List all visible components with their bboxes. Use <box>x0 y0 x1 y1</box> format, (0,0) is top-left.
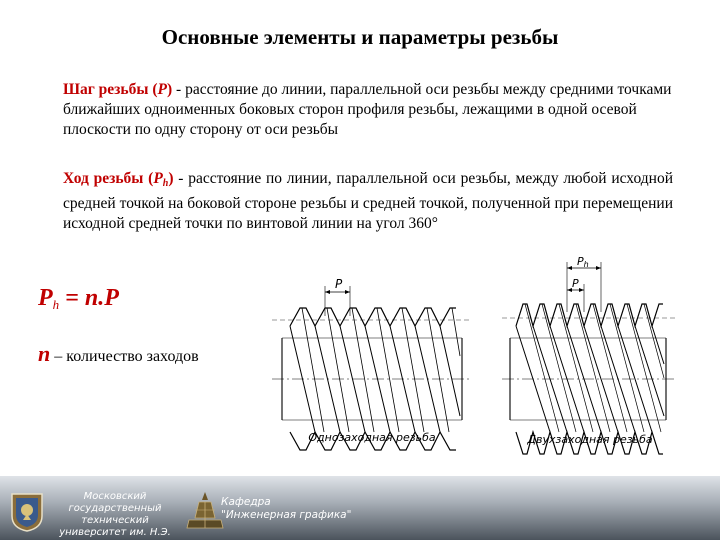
university-emblem-icon <box>10 492 44 532</box>
pitch-term: Шаг резьбы <box>63 81 149 98</box>
lead-formula: Ph = n.P <box>38 285 119 312</box>
lead-term: Ход резьбы <box>63 170 144 187</box>
slide-title: Основные элементы и параметры резьбы <box>161 25 559 49</box>
double-lead-label: Ph <box>577 255 589 269</box>
department-name: Кафедра "Инженерная графика" <box>221 496 352 521</box>
lead-symbol: P <box>153 170 163 187</box>
n-text: количество заходов <box>66 348 199 365</box>
n-definition: n – количество заходов <box>38 341 199 366</box>
single-pitch-label: P <box>335 277 343 291</box>
pitch-definition: Шаг резьбы (P) - расстояние до линии, параллельной оси резьбы между средними точками ближайших одноименных боковых сторон профиля резьбы, лежащими в одной осевой плоскости по одну сторону от оси резьбы <box>63 81 672 138</box>
double-start-thread-drawing <box>502 262 676 454</box>
thread-figure <box>262 246 686 470</box>
lead-text: - расстояние по линии, параллельной оси резьбы, между любой исходной средней точкой на боковой стороне резьбы и средней точкой, полученной при перемещении исходной средней точки по винтовой линии на угол 360° <box>63 170 673 232</box>
double-pitch-label: P <box>572 277 579 290</box>
footer-bar <box>0 476 720 550</box>
double-thread-caption: Двухзаходная резьба <box>527 433 653 446</box>
department-logo-icon <box>185 490 225 534</box>
single-start-thread-drawing <box>272 286 472 450</box>
pitch-symbol: P <box>157 81 167 98</box>
n-variable: n <box>38 341 51 366</box>
lead-definition: Ход резьбы $(P_h)$ - расстояние по линии, параллельной оси резьбы, между любой исходной средней точкой на боковой стороне резьбы и средней точкой, полученной при перемещении исходной средней точки по винтовой линии на угол 360° <box>63 170 673 232</box>
single-thread-caption: Однозаходная резьба <box>308 431 436 444</box>
university-name: Московский государственный технический университет им. Н.Э. Баумана <box>59 491 171 550</box>
pitch-text: - расстояние до линии, параллельной оси резьбы между средними точками ближайших одноименных боковых сторон профиля резьбы, лежащими в одной осевой плоскости по одну сторону от оси резьбы <box>63 81 672 138</box>
